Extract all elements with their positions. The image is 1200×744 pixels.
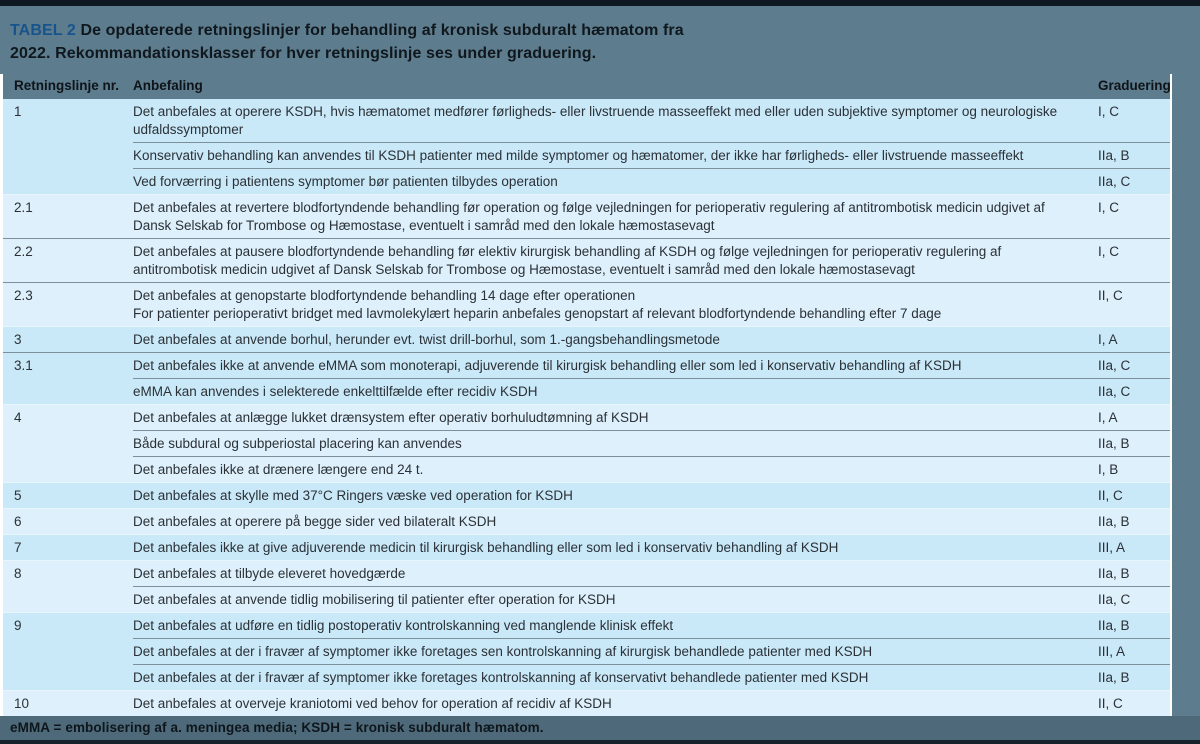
recommendation-text: Det anbefales at pausere blodfortyndende behandling før elektiv kirurgisk behandling af KSDH og følge vejledningen for perioperativ regulering af antitrombotisk medicin udgivet af Dansk Selskab for Trombose og Hæmostase, eventuelt i samråd med den lokale hæmostasevagt: [133, 238, 1098, 282]
recommendation-text: Det anbefales at operere på begge sider ved bilateralt KSDH: [133, 508, 1098, 534]
table-row: [3, 534, 1170, 560]
table-row: [3, 326, 1170, 352]
guideline-number: [3, 586, 133, 612]
table-header-row: [3, 74, 1170, 99]
recommendation-text: Det anbefales at tilbyde eleveret hovedgærde: [133, 560, 1098, 586]
table-row: [3, 352, 1170, 378]
table-row: [3, 482, 1170, 508]
recommendation-text: Det anbefales ikke at anvende eMMA som monoterapi, adjuverende til kirurgisk behandling eller som led i konservativ behandling af KSDH: [133, 352, 1098, 378]
table-row: [3, 612, 1170, 638]
grading-value: II, C: [1098, 690, 1170, 716]
recommendation-text: Både subdural og subperiostal placering kan anvendes: [133, 430, 1098, 456]
guideline-number: 4: [3, 404, 133, 430]
guideline-number: 2.3: [3, 282, 133, 326]
grading-value: IIa, B: [1098, 664, 1170, 690]
recommendation-text: Det anbefales at anvende borhul, herunder evt. twist drill-borhul, som 1.-gangsbehandlingsmetode: [133, 326, 1098, 352]
guideline-number: [3, 168, 133, 194]
recommendation-text: Det anbefales at anlægge lukket drænsystem efter operativ borhuludtømning af KSDH: [133, 404, 1098, 430]
column-header-guideline-number: Retningslinje nr.: [14, 78, 120, 93]
table-row: [3, 238, 1170, 282]
caption-line-2: 2022. Rekommandationsklasser for hver retningslinje ses under graduering.: [10, 45, 597, 62]
guideline-number: 9: [3, 612, 133, 638]
recommendation-text: Det anbefales at der i fravær af symptomer ikke foretages kontrolskanning af konservativt behandlede patienter med KSDH: [133, 664, 1098, 690]
table-row: [3, 456, 1170, 482]
table-row: [3, 690, 1170, 716]
guideline-number: [3, 456, 133, 482]
grading-value: IIa, C: [1098, 586, 1170, 612]
table-row: [3, 638, 1170, 664]
grading-value: III, A: [1098, 638, 1170, 664]
grading-value: I, A: [1098, 404, 1170, 430]
grading-value: II, C: [1098, 482, 1170, 508]
guideline-number: [3, 664, 133, 690]
grading-value: IIa, C: [1098, 168, 1170, 194]
bottom-border-bar: [0, 740, 1200, 744]
grading-value: II, C: [1098, 282, 1170, 326]
guideline-number: 10: [3, 690, 133, 716]
recommendation-text: Det anbefales at anvende tidlig mobilisering til patienter efter operation for KSDH: [133, 586, 1098, 612]
recommendation-text: Det anbefales at operere KSDH, hvis hæmatomet medfører førligheds- eller livstruende masseeffekt med eller uden subjektive symptomer og neurologiske udfaldssymptomer: [133, 103, 1058, 137]
guideline-number: 8: [3, 560, 133, 586]
guideline-number: 7: [3, 534, 133, 560]
guideline-number: [3, 378, 133, 404]
guideline-number: 3.1: [3, 352, 133, 378]
table-row: [3, 664, 1170, 690]
grading-value: IIa, B: [1098, 560, 1170, 586]
grading-value: I, C: [1098, 194, 1170, 238]
table-row: [3, 430, 1170, 456]
guideline-number: 5: [3, 482, 133, 508]
guideline-number: [3, 142, 133, 168]
grading-value: IIa, C: [1098, 378, 1170, 404]
table-row: [3, 142, 1170, 168]
grading-value: III, A: [1098, 534, 1170, 560]
recommendation-text: Det anbefales ikke at give adjuverende medicin til kirurgisk behandling eller som led i konservativ behandling af KSDH: [133, 534, 1098, 560]
guideline-number: [3, 430, 133, 456]
recommendation-text: eMMA kan anvendes i selekterede enkelttilfælde efter recidiv KSDH: [133, 378, 1098, 404]
grading-value: I, C: [1098, 103, 1120, 119]
recommendation-text: Det anbefales at genopstarte blodfortyndende behandling 14 dage efter operationen For patienter perioperativt bridget med lavmolekylært heparin anbefales genopstart af relevant blodfortyndende behandling efter 7 dage: [133, 282, 1098, 326]
table-body: [3, 99, 1170, 716]
table-row: [3, 586, 1170, 612]
table-row: [3, 508, 1170, 534]
recommendation-text: Det anbefales at skylle med 37°C Ringers væske ved operation for KSDH: [133, 482, 1098, 508]
column-header-recommendation: Anbefaling: [133, 78, 203, 93]
guideline-number: 2.1: [3, 194, 133, 238]
grading-value: IIa, B: [1098, 142, 1170, 168]
recommendation-text: Det anbefales at overveje kraniotomi ved behov for operation af recidiv af KSDH: [133, 690, 1098, 716]
grading-value: IIa, C: [1098, 352, 1170, 378]
grading-value: I, C: [1098, 238, 1170, 282]
recommendation-text: Ved forværring i patientens symptomer bør patienten tilbydes operation: [133, 168, 1098, 194]
recommendation-text: Det anbefales at udføre en tidlig postoperativ kontrolskanning ved manglende klinisk effekt: [133, 612, 1098, 638]
grading-value: I, B: [1098, 456, 1170, 482]
guidelines-table: [0, 74, 1172, 716]
recommendation-text: Det anbefales at revertere blodfortyndende behandling før operation og følge vejledningen for perioperativ regulering af antitrombotisk medicin udgivet af Dansk Selskab for Trombose og Hæmostase, eventuelt i samråd med den lokale hæmostasevagt: [133, 194, 1098, 238]
table-row: [3, 378, 1170, 404]
table-row: [3, 282, 1170, 326]
table-row: [3, 194, 1170, 238]
table-row: [3, 99, 1170, 142]
caption-line-1: De opdaterede retningslinjer for behandling af kronisk subduralt hæmatom fra: [80, 22, 684, 39]
guideline-number: 1: [14, 103, 22, 119]
abbreviation-footnote: eMMA = embolisering af a. meningea media; KSDH = kronisk subduralt hæmatom.: [0, 716, 1200, 740]
guideline-number: 3: [3, 326, 133, 352]
recommendation-text: Konservativ behandling kan anvendes til KSDH patienter med milde symptomer og hæmatomer, der ikke har førligheds- eller livstruende masseeffekt: [133, 142, 1098, 168]
grading-value: IIa, B: [1098, 430, 1170, 456]
column-header-grading: Graduering: [1098, 78, 1171, 93]
table-number-label: TABEL 2: [10, 22, 76, 39]
recommendation-text: Det anbefales at der i fravær af symptomer ikke foretages sen kontrolskanning af kirurgisk behandlede patienter med KSDH: [133, 638, 1098, 664]
table-caption: [0, 6, 1200, 74]
guideline-number: 2.2: [3, 238, 133, 282]
grading-value: IIa, B: [1098, 508, 1170, 534]
guideline-number: [3, 638, 133, 664]
table-row: [3, 404, 1170, 430]
table-row: [3, 168, 1170, 194]
grading-value: I, A: [1098, 326, 1170, 352]
grading-value: IIa, B: [1098, 612, 1170, 638]
guideline-number: 6: [3, 508, 133, 534]
table-row: [3, 560, 1170, 586]
recommendation-text: Det anbefales ikke at drænere længere end 24 t.: [133, 456, 1098, 482]
